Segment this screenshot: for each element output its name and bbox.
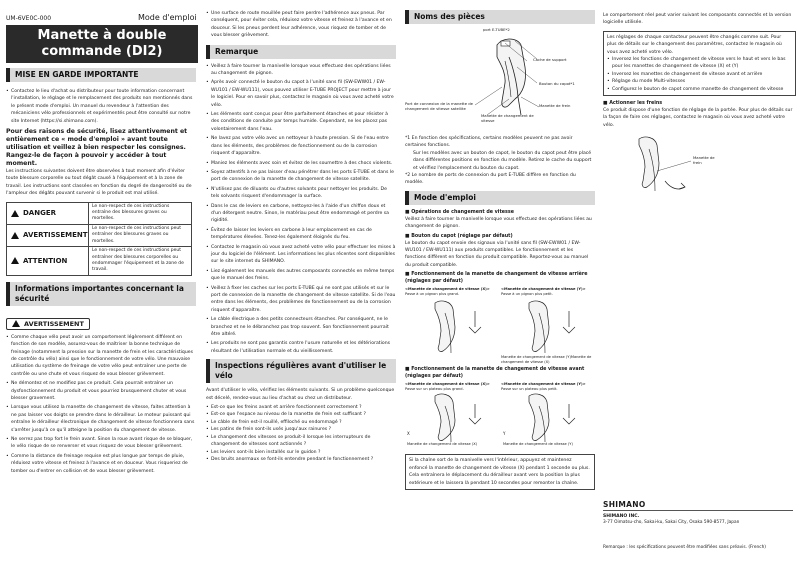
inspection-item: • Est-ce que l'espace au niveau de la manette de frein est suffisant ? [206,411,396,418]
inspection-item: • Les leviers sont-ils bien installés sur le guidon ? [206,449,396,456]
document-title [6,25,198,63]
callout-manette-chg: Port de connexion de la manette de changement de vitesse satellite [405,101,473,111]
noms-pieces-heading: Noms des pièces [405,10,595,24]
settings-bullet: • Inversez les manettes de changement de vitesse avant et arrière [607,71,792,78]
freins-heading: ■ Actionner les freins [603,101,663,107]
remarque-heading: Remarque [206,45,396,59]
inspection-item: • Le changement des vitesses se produit-il lorsque les interrupteurs de changement de vitesses sont actionnés ? [206,434,396,449]
rear-shift-diagram [405,285,595,363]
company-name: SHIMANO INC. [603,514,640,519]
rear-x-sub: Passe à un pignon plus grand. [405,292,460,297]
remarque-bullet: • N'utilisez pas de diluants ou d'autres solvants pour nettoyer les produits. De tels solvants risquent d'endommager la surface. [206,186,396,201]
top-text: Le comportement réel peut varier suivant les composants connectés et la version logicielle utilisée. [603,13,792,26]
mode-emploi-heading: Mode d'emploi [405,191,595,205]
brake-lever-illustration [613,131,713,201]
rear-x-label: <Manette de changement de vitesse (X)> [405,287,490,292]
front-letter-y: Y [503,431,506,437]
callout-cache: Cache de support [533,57,567,62]
callout-port: port E-TUBE*2 [483,27,510,32]
warning-triangle-icon [11,257,19,264]
top-bullet: • Une surface de route mouillée peut faire perdre l'adhérence aux pneus. Par conséquent, pour éviter cela, réduisez votre vitesse et freinez à l'avance et en douceur. Si les pneus perdent leur adhérence, vous risquez de tomber et de vous blesser grièvement. [206,10,396,40]
avert-bullet: • Ne serrez pas trop fort le frein avant. Sinon la roue avant risque de se bloquer, le vélo risque de se renverser et vous risquez de vous blesser grièvement. [6,436,196,451]
ops-text: Veillez à faire tourner la manivelle lorsque vous effectuez des opérations liées au changement de pignon. [405,216,592,230]
settings-intro: Les réglages de chaque contacteur peuvent être changés comme suit. Pour plus de détails sur le changement des paramètres, contactez le magasin où vous avez acheté votre vélo. [607,34,782,55]
front-y-sub: Passe sur un plateau plus petit. [501,387,558,392]
warning-triangle-icon [11,232,19,239]
inspection-item: • Le câble de frein est-il rouillé, effiloché ou endommagé ? [206,419,396,426]
capot-text: Le bouton du capot envoie des signaux via l'unité sans fil (SW-EWW01 / EW-WU101 / EW-WU111) aux produits compatibles. Le fonctionnement et les fonctions diffèrent en fonction du produit compatible. Reportez-vous au manuel du produit compatible. [405,240,589,268]
safety-bold-text: Pour des raisons de sécurité, lisez attentivement et entièrement ce « mode d'emploi » avant toute utilisation et veillez à bien respecter les consignes. Rangez-le de façon à pouvoir y accéder à tout moment. [6,128,188,168]
settings-bullet: • Configurez le bouton de capot comme manette de changement de vitesse [607,86,792,93]
rear-y-label: <Manette de changement de vitesse (Y)> [501,287,586,292]
capot-heading: ■ Bouton du capot (réglage par défaut) [405,233,513,239]
remarque-bullet: • Contactez le magasin où vous avez acheté votre vélo pour effectuer les mises à jour du logiciel de l'élément. Les informations les plus récentes sont disponibles sur le site internet du SHIMANO. [206,244,396,266]
title-line-1: Manette à double [37,28,167,43]
column-3 [405,10,595,567]
warning-label: DANGER [23,209,57,218]
remarque-bullet: • Veillez à fixer les caches sur les ports E-TUBE qui ne sont pas utilisés et sur le port de connexion de la manette de changement de vitesse satellite. Si de l'eau entre dans les éléments, des problèmes de fonctionnement ou de la corrosion risquent d'apparaître. [206,285,396,315]
inspections-heading: Inspections régulières avant d'utiliser le vélo [206,359,396,383]
column-4 [603,12,796,567]
avert-bullet: • Comme la distance de freinage requise est plus longue par temps de pluie, réduisez votre vitesse et freinez à l'avance et en douceur. Vous risqueriez de tomber ou d'entrer en collision et de vous blesser grièvement. [6,453,196,475]
column-2 [206,10,396,567]
remarque-bullet: • Veillez à faire tourner la manivelle lorsque vous effectuez des opérations liées au changement de pignon. [206,63,396,78]
settings-bullet: • Réglage du mode Multi-vitesses [607,78,792,85]
front-x-sub: Passe sur un plateau plus grand. [405,387,464,392]
freins-text: Ce produit dispose d'une fonction de réglage de la portée. Pour plus de détails sur la façon de faire ces réglages, contactez le magasin où vous avez acheté votre vélo. [603,108,793,128]
note: Sur les modèles avec un bouton de capot, le bouton du capot peut être placé dans différentes positions en fonction du modèle. Retirez le cache du support et vérifiez l'emplacement du bouton du capot. [413,150,592,171]
settings-box [603,31,796,96]
callout-manette-vit: Manette de changement de vitesse [481,113,534,123]
front-caption-y: Manette de changement de vitesse (Y) [503,442,573,447]
rear-caption: Manette de changement de vitesse (Y)Manette de changement de vitesse (X) [501,355,592,364]
intro-bullet: • Contactez le lieu d'achat ou distributeur pour toute information concernant l'installation, le réglage et le remplacement des produits non mentionnés dans le présent mode d'emploi. Un manuel du revendeur à l'attention des mécaniciens vélo professionnels et expérimentés peut être consulté sur notre site Internet (https://si.shimano.com). [6,88,196,125]
remarque-bullet: • Les produits ne sont pas garantis contre l'usure naturelle et les détériorations résultant de l'utilisation normale et du vieillissement. [206,340,396,355]
remarque-bullet: • Maniez les éléments avec soin et évitez de les soumettre à des chocs violents. [206,160,396,167]
warning-row-danger [7,202,192,224]
avert-bullet: • Comme chaque vélo peut avoir un comportement légèrement différent en fonction de son modèle, assurez-vous de maîtriser la bonne technique de freinage (notamment la pression sur la manette de frein et les caractéristiques de contrôle du vélo) ainsi que le fonctionnement de votre vélo. Une mauvaise utilisation du système de freinage de votre vélo peut entraîner une perte de contrôle ou une chute et vous risquez de vous blesser grièvement. [6,334,196,378]
warning-levels-table [6,202,192,276]
column-1 [6,68,196,567]
warning-row-avertissement [7,224,192,246]
ops-heading: ■ Opérations de changement de vitesse [405,209,514,215]
remarque-bullet: • Soyez attentifs à ne pas laisser d'eau pénétrer dans les ports E-TUBE et dans le port de connexion de la manette de changement de vitesse satellite. [206,169,396,184]
brake-lever-label: Manette de frein [693,155,715,166]
company-address: 3-77 Oimatsu-cho, Sakai-ku, Sakai City, Osaka 590-8577, Japan [603,520,740,525]
warning-row-attention [7,247,192,276]
warning-text: Le non-respect de ces instructions peut entraîner des blessures corporelles ou endommager l'équipement et la zone de travail. [89,247,192,276]
inspections-intro: Avant d'utiliser le vélo, vérifiez les éléments suivants. Si un problème quelconque est décelé, rendez-vous au lieu d'achat ou chez un distributeur. [206,388,395,401]
rear-y-sub: Passe à un pignon plus petit. [501,292,553,297]
inspection-item: • Des bruits anormaux se font-ils entendre pendant le fonctionnement ? [206,456,396,463]
front-x-label: <Manette de changement de vitesse (X)> [405,382,490,387]
document-number: UM-6VE0C-000 [6,15,52,22]
front-shifter-illustration [405,392,595,444]
chain-tip-box: Si la chaîne sort de la manivelle vers l'intérieur, appuyez et maintenez enfoncé la manette de changement de vitesse (X) pendant 1 seconde ou plus. Cela entraînera le déplacement du dérailleur avant vers la position la plus extérieure et le laissera là pendant 10 secondes pour remonter la chaîne. [405,454,595,490]
remarque-bullet: • Ne lavez pas votre vélo avec un nettoyeur à haute pression. Si de l'eau entre dans les éléments, des problèmes de fonctionnement ou de la corrosion risquent d'apparaître. [206,135,396,157]
callout-bouton: Bouton du capot*1 [539,81,575,86]
safety-text: Les instructions suivantes doivent être observées à tout moment afin d'éviter toute blessure corporelle ou tout dégât causé à l'équipement et à la zone de travail. Les instructions sont classées en fonction du degré de dangerosité ou de l'ampleur des dégâts pouvant survenir si le produit est mal utilisé. [6,169,192,197]
remarque-bullet: • Le câble électrique a des petits connecteurs étanches. Par conséquent, ne le branchez et ne le débranchez pas trop souvent. Son fonctionnement pourrait être altéré. [206,316,396,338]
warning-text: Le non-respect de ces instructions peut entraîner des blessures graves ou mortelles. [89,224,192,246]
arriere-heading: ■ Fonctionnement de la manette de changement de vitesse arrière (réglages par défaut) [405,272,588,285]
inspection-item: • Est-ce que les freins avant et arrière fonctionnent correctement ? [206,404,396,411]
avertissement-badge: AVERTISSEMENT [6,318,90,330]
mode-label: Mode d'emploi [138,13,197,22]
shimano-logo: SHIMANO [603,500,646,509]
mise-en-garde-heading: MISE EN GARDE IMPORTANTE [6,68,196,82]
inspection-item: • Les patins de frein sont-ils usés jusqu'aux rainures ? [206,426,396,433]
front-caption-x: Manette de changement de vitesse (X) [407,442,478,447]
footer-divider [603,510,793,511]
brake-diagram [603,129,796,199]
avert-bullet: • Ne démontez et ne modifiez pas ce produit. Cela pourrait entraîner un dysfonctionnement du produit et vous pourriez brusquement chuter et vous blesser gravement. [6,380,196,402]
remarque-bullet: • Évitez de laisser les leviers en carbone à leur emplacement en cas de températures élevées. Tenez-les également éloignés du feu. [206,227,396,242]
spec-footnote: Remarque : les spécifications peuvent être modifiées sans préavis. (French) [603,545,766,550]
remarque-bullet: • Les éléments sont conçus pour être parfaitement étanches et pour résister à des conditions de conduite par temps humide. Cependant, ne les placez pas volontairement dans l'eau. [206,111,396,133]
avert-bullet: • Lorsque vous utilisez la manette de changement de vitesse, faites attention à ne pas laisser vos doigts se prendre dans le dérailleur. Le moteur puissant qui entraîne le dérailleur électronique de changement de vitesse fonctionnera sans s'arrêter jusqu'à ce qu'il atteigne la position du changement de vitesse. [6,404,196,434]
remarque-bullet: • Dans le cas de leviers en carbone, nettoyez-les à l'aide d'un chiffon doux et d'un détergent neutre. Sinon, le matériau peut être endommagé et perdre sa rigidité. [206,203,396,225]
avant-heading: ■ Fonctionnement de la manette de changement de vitesse avant (réglages par défaut) [405,367,585,380]
warning-triangle-icon [12,320,20,327]
remarque-bullet: • Après avoir connecté le bouton du capot à l'unité sans fil (SW-EWW01 / EW-WU101 / EW-WU111), vous pouvez utiliser E-TUBE PROJECT pour mettre à jour le logiciel. Pour en savoir plus, contactez le magasin où vous avez acheté votre vélo. [206,79,396,109]
warning-text: Le non-respect de ces instructions entraîne des blessures graves ou mortelles. [89,202,192,224]
rear-shifter-illustration [405,297,595,357]
note: *1 En fonction des spécifications, certains modèles peuvent ne pas avoir certaines fonctions. [405,136,573,149]
settings-bullet: • Inversez les fonctions de changement de vitesse vers le haut et vers le bas pour les manettes de changement de vitesse (X) et (Y) [607,56,792,71]
front-letter-x: X [407,431,410,437]
info-securite-heading: Informations importantes concernant la sécurité [6,282,196,306]
front-shift-diagram [405,380,595,450]
warning-label: ATTENTION [23,256,68,265]
callout-manette-frein: Manette de frein [539,103,571,108]
note: *2 Le nombre de ports de connexion du port E-TUBE diffère en fonction du modèle. [405,173,576,186]
title-line-2: commande (DI2) [41,44,163,59]
warning-triangle-icon [11,210,19,217]
warning-label: AVERTISSEMENT [23,231,88,240]
front-y-label: <Manette de changement de vitesse (Y)> [501,382,586,387]
remarque-bullet: • Liez également les manuels des autres composants connectés en même temps que le manuel des freins. [206,268,396,283]
parts-diagram [405,27,595,123]
